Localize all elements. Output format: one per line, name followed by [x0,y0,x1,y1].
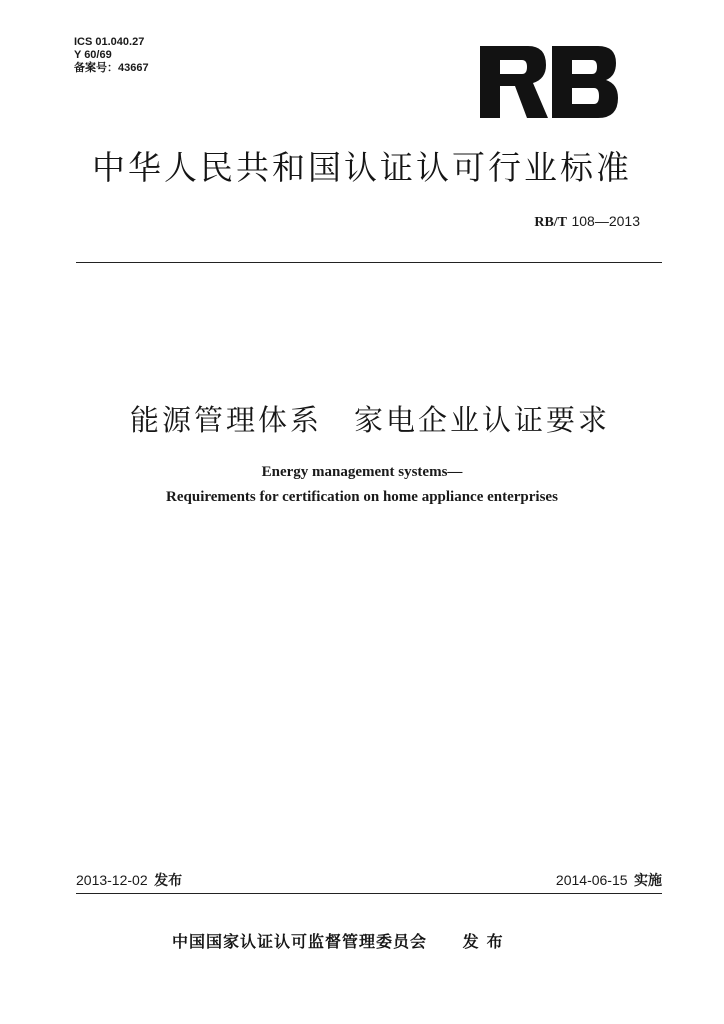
rb-logo [480,46,618,118]
standard-number [534,213,640,231]
issuer-name: 中国国家认证认可监督管理委员会 [172,932,428,951]
document-title-cn: 能源管理体系 家电企业认证要求 [129,403,610,437]
ics-code: ICS 01.040.27 [74,36,145,48]
publish-label: 发布 [154,873,183,889]
rb-logo-letter-b [552,46,618,118]
effective-date-block [556,870,662,890]
standard-category-title: 中华人民共和国认证认可行业标准 [92,148,632,187]
standard-code: RB/T [534,215,568,230]
header-divider [76,262,662,263]
filing-number: 备案号：43667 [74,62,149,74]
standard-classification [74,36,149,75]
publish-date: 2013-12-02 [76,872,148,888]
effective-date: 2014-06-15 [555,872,628,888]
document-title-en-line1: Energy management systems— [261,464,463,480]
effective-label: 实施 [634,873,662,889]
document-title-en-line2: Requirements for certification on home appliance enterprises [166,489,558,505]
issuer-action: 发布 [462,932,511,951]
rb-logo-letter-r [480,46,548,118]
publish-date-block [76,870,182,890]
issuing-authority [172,929,511,952]
footer-divider [76,893,662,894]
standard-number-year: 108—2013 [571,213,640,229]
ccs-code: Y 60/69 [74,49,112,61]
